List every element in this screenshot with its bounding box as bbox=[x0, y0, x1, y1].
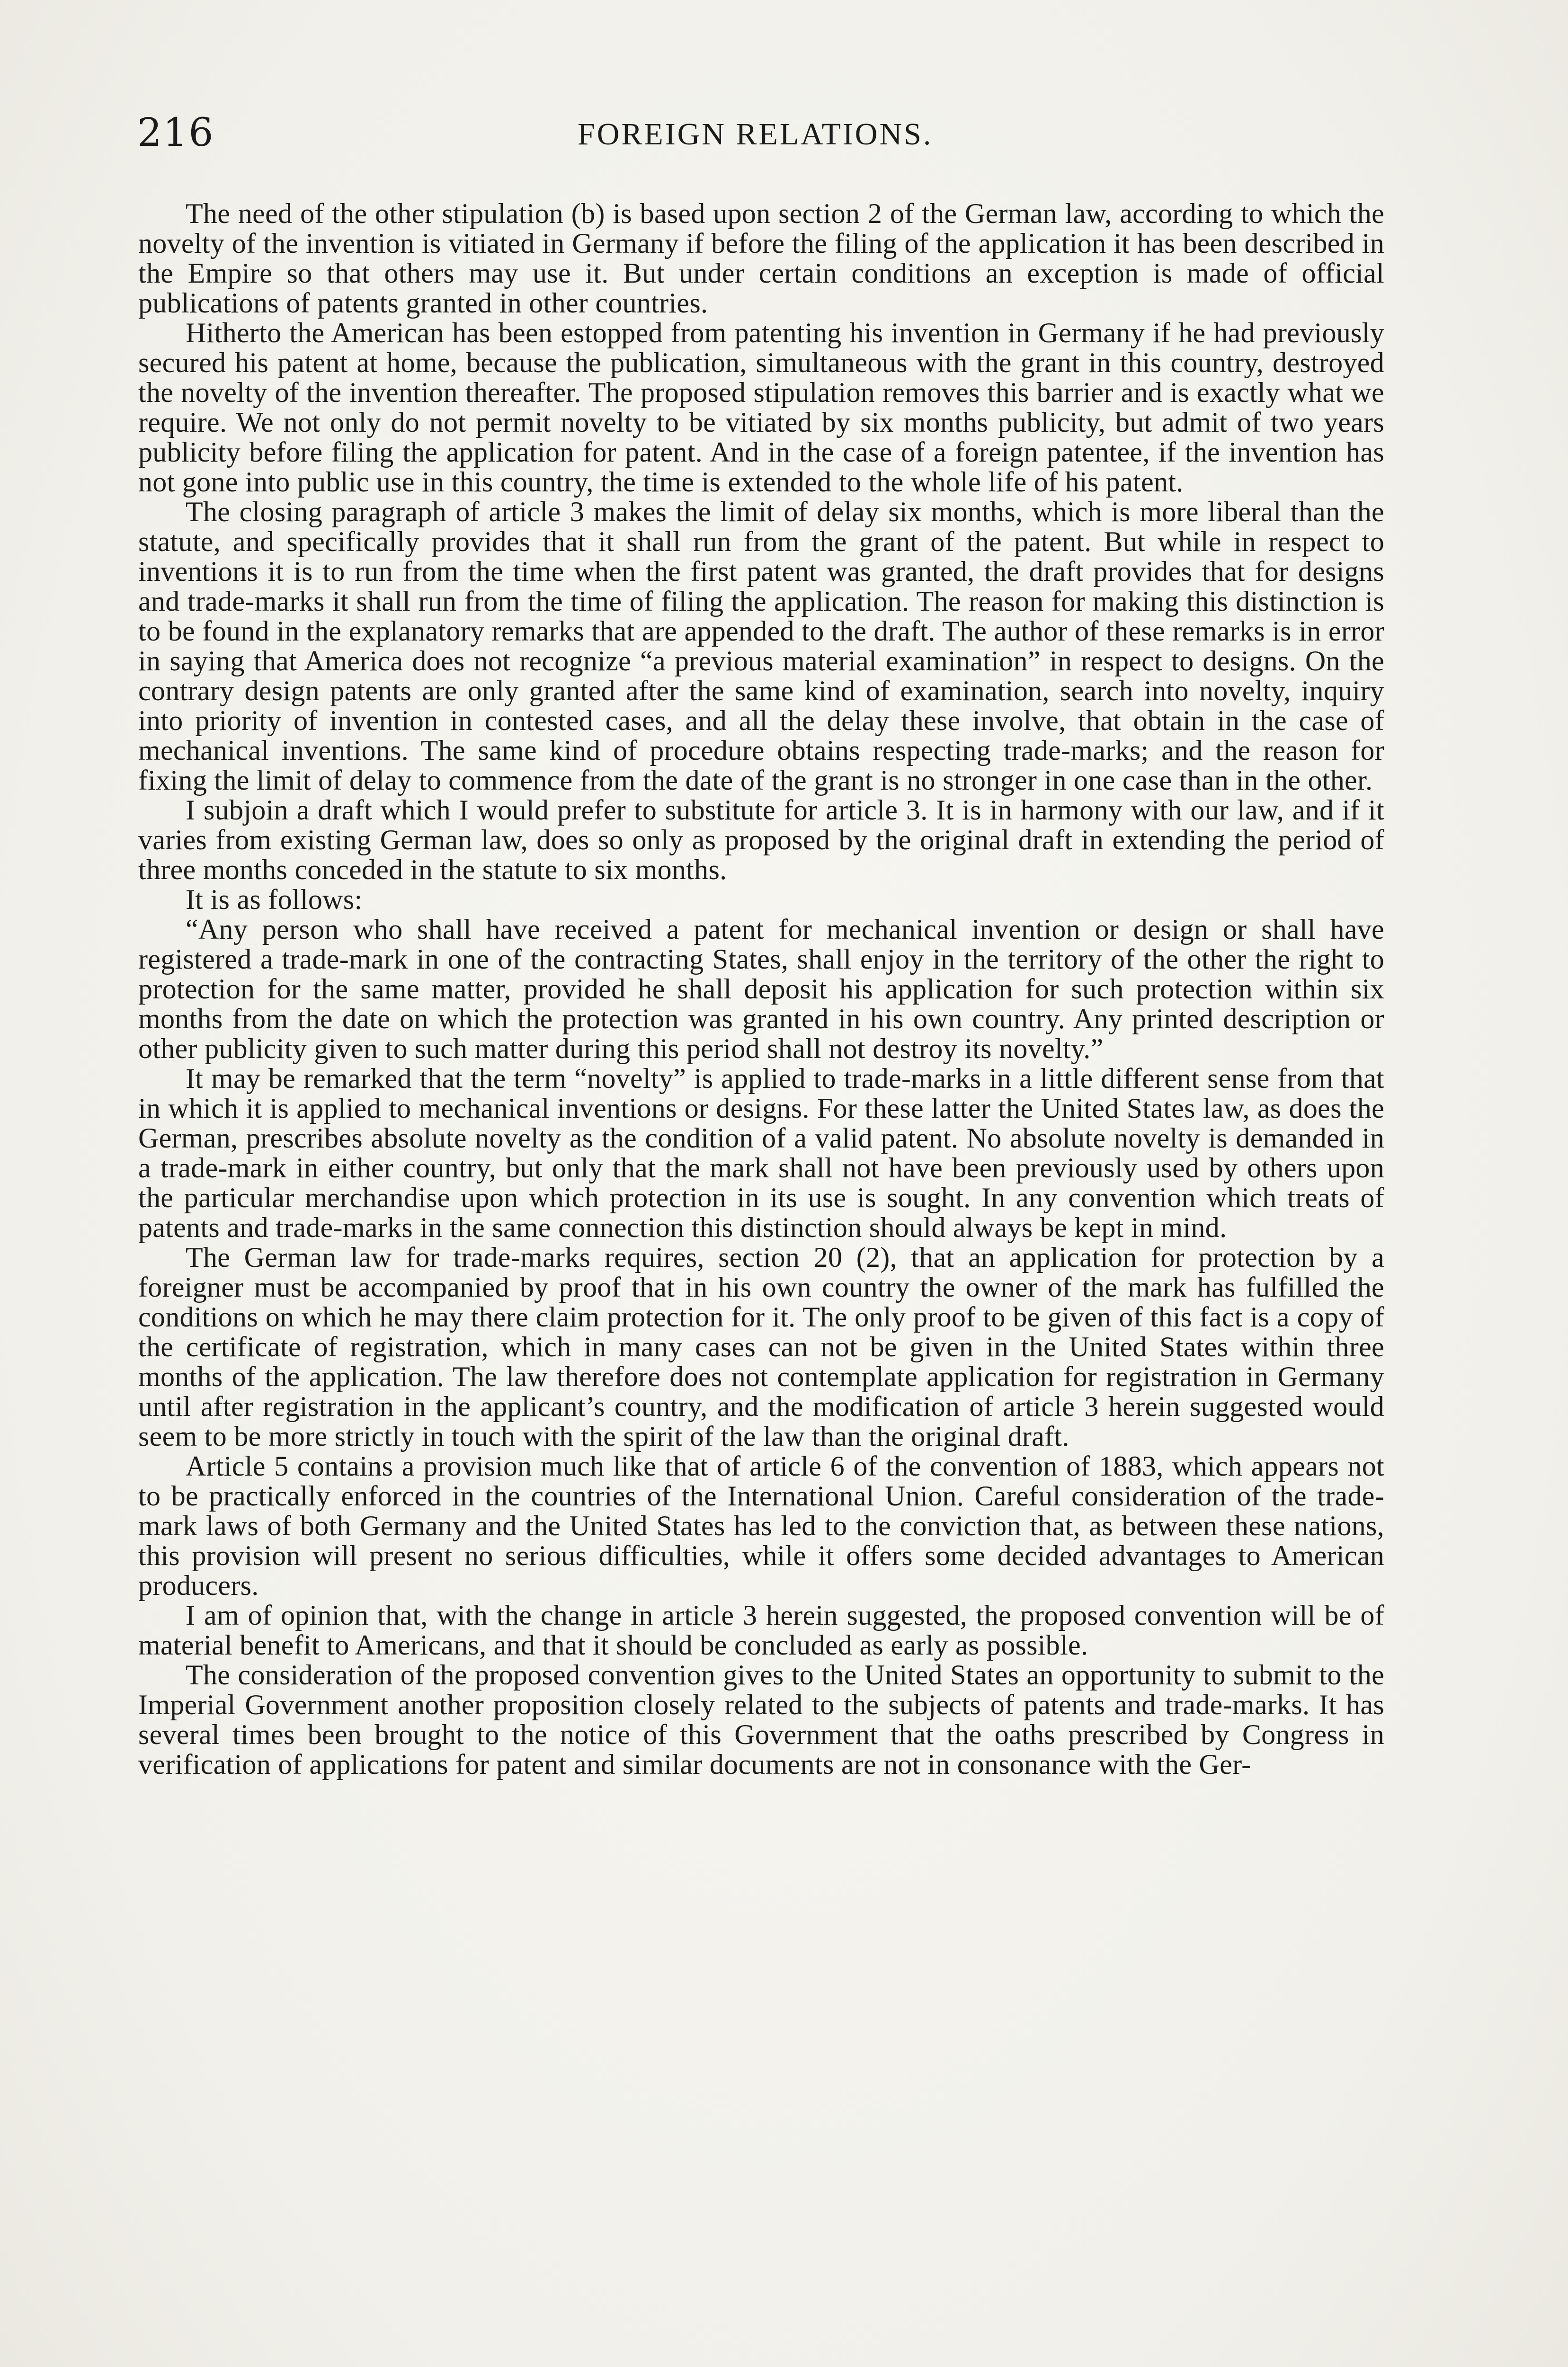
running-head bbox=[137, 107, 1411, 159]
paragraph-article-3-closing: The closing paragraph of article 3 makes the limit of delay six months, which is more liberal than the statute, and specifically provides that it shall run from the grant of the patent. But while in respect to inventions it is to run from the time when the first patent was granted, the draft provides that for designs and trade-marks it shall run from the time of filing the application. The reason for making this distinction is to be found in the explanatory remarks that are appended to the draft. The author of these remarks is in error in saying that America does not recognize “a previous material examination” in respect to designs. On the contrary design patents are only granted after the same kind of examination, search into novelty, inquiry into priority of invention in contested cases, and all the delay these involve, that obtain in the case of mechanical inventions. The same kind of procedure obtains respecting trade-marks; and the reason for fixing the limit of delay to commence from the date of the grant is no stronger in one case than in the other. bbox=[138, 496, 1384, 796]
paragraph-novelty-term: It may be remarked that the term “novelty” is applied to trade-marks in a little different sense from that in which it is applied to mechanical inventions or designs. For these latter the United States law, as does the German, prescribes absolute novelty as the condition of a valid patent. No absolute novelty is demanded in a trade-mark in either country, but only that the mark shall not have been previously used by others upon the particular merchandise upon which protection in its use is sought. In any convention which treats of patents and trade-marks in the same connection this distinction should always be kept in mind. bbox=[138, 1063, 1384, 1243]
body-text bbox=[138, 199, 1384, 1780]
page-number: 216 bbox=[137, 110, 214, 155]
paragraph-draft-quote: “Any person who shall have received a patent for mechanical invention or design or shall have registered a trade-mark in one of the contracting States, shall enjoy in the territory of the other the right to protection for the same matter, provided he shall deposit his application for such protection within six months from the date on which the protection was granted in his own country. Any printed description or other publicity given to such matter during this period shall not destroy its novelty.” bbox=[138, 914, 1384, 1064]
paragraph-german-trademark-law: The German law for trade-marks requires, section 20 (2), that an application for protection by a foreigner must be accompanied by proof that in his own country the owner of the mark has fulfilled the conditions on which he may there claim protection for it. The only proof to be given of this fact is a copy of the certificate of registration, which in many cases can not be given in the United States within three months of the application. The law therefore does not contemplate application for registration in Germany until after registration in the applicant’s country, and the modification of article 3 herein suggested would seem to be more strictly in touch with the spirit of the law than the original draft. bbox=[138, 1242, 1384, 1452]
paragraph-novelty-stipulation: The need of the other stipulation (b) is based upon section 2 of the German law, according to which the novelty of the invention is vitiated in Germany if before the filing of the application it has been described in the Empire so that others may use it. But under certain conditions an exception is made of official publications of patents granted in other countries. bbox=[138, 198, 1384, 319]
paragraph-opinion: I am of opinion that, with the change in article 3 herein suggested, the proposed convention will be of material benefit to Americans, and that it should be concluded as early as possible. bbox=[138, 1600, 1384, 1661]
paragraph-article-5: Article 5 contains a provision much like that of article 6 of the convention of 1883, which appears not to be practically enforced in the countries of the International Union. Careful consideration of the trade-mark laws of both Germany and the United States has led to the conviction that, as between these nations, this provision will present no serious difficulties, while it offers some decided advantages to American producers. bbox=[138, 1450, 1384, 1601]
running-title: FOREIGN RELATIONS. bbox=[578, 117, 933, 151]
paragraph-as-follows: It is as follows: bbox=[186, 884, 363, 915]
paragraph-american-estopped: Hitherto the American has been estopped from patenting his invention in Germany if he had previously secured his patent at home, because the publication, simultaneous with the grant in this country, destroyed the novelty of the invention thereafter. The proposed stipulation removes this barrier and is exactly what we require. We not only do not permit novelty to be vitiated by six months publicity, but admit of two years publicity before filing the application for patent. And in the case of a foreign patentee, if the invention has not gone into public use in this country, the time is extended to the whole life of his patent. bbox=[138, 317, 1384, 498]
paragraph-oaths: The consideration of the proposed convention gives to the United States an opportunity to submit to the Imperial Government another proposition closely related to the subjects of patents and trade-marks. It has several times been brought to the notice of this Government that the oaths prescribed by Congress in verification of applications for patent and similar documents are not in consonance with the Ger- bbox=[138, 1659, 1384, 1780]
paragraph-subjoin-draft: I subjoin a draft which I would prefer to substitute for article 3. It is in harmony with our law, and if it varies from existing German law, does so only as proposed by the original draft in extending the period of three months conceded in the statute to six months. bbox=[138, 794, 1384, 885]
